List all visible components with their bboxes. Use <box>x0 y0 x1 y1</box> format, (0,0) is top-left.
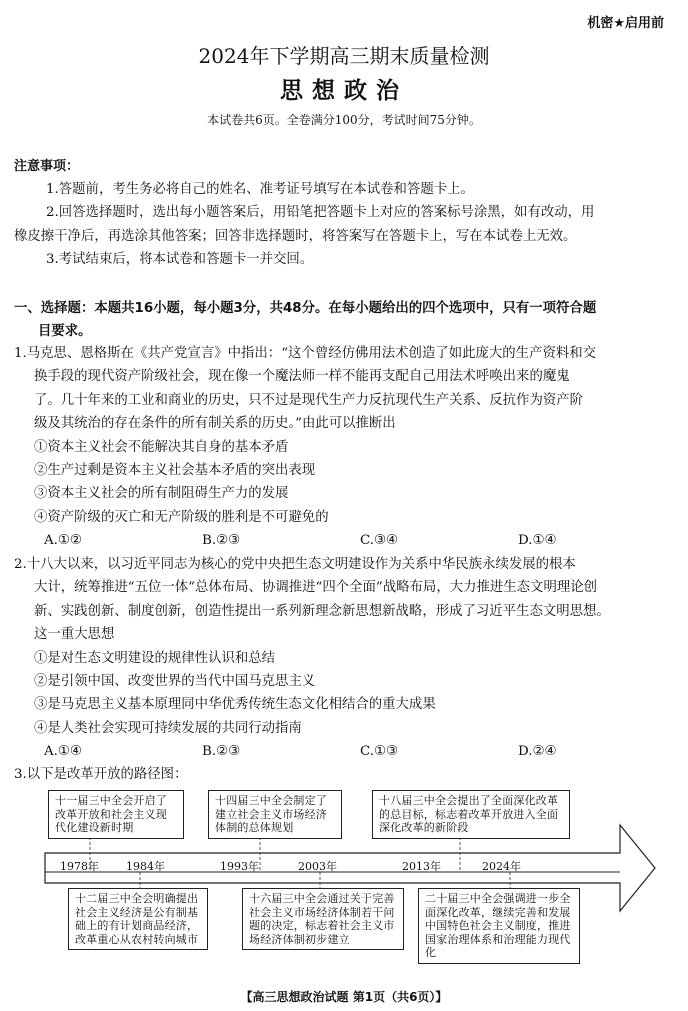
section-line: 目要求。 <box>38 324 92 339</box>
event-box-1984: 十二届三中全会明确提出社会主义经济是公有制基础上的有计划商品经济，改革重心从农村转向城市 <box>68 888 208 950</box>
question-option: ④是人类社会实现可持续发展的共同行动指南 <box>34 720 302 736</box>
question-option: ③资本主义社会的所有制阻碍生产力的发展 <box>34 486 289 502</box>
choice-c: C.①③ <box>360 744 399 760</box>
question-stem: 级及其统治的存在条件的所有制关系的历史。”由此可以推断出 <box>34 416 396 432</box>
question-stem: 2.十八大以来，以习近平同志为核心的党中央把生态文明建设作为关系中华民族永续发展的根本 <box>14 557 576 572</box>
event-box-2003: 十六届三中全会通过关于完善社会主义市场经济体制若干问题的决定，标志着社会主义市场经济体制初步建立 <box>242 888 404 950</box>
question-stem: 1.马克思、恩格斯在《共产党宣言》中指出：“这个曾经仿佛用法术创造了如此庞大的生产资料和交 <box>14 346 597 361</box>
event-box-2024: 二十届三中全会强调进一步全面深化改革，继续完善和发展中国特色社会主义制度，推进国家治理体系和治理能力现代化 <box>418 888 580 964</box>
question-stem: 3.以下是改革开放的路径图： <box>14 767 188 782</box>
notice-item-cont: 橡皮擦干净后，再选涂其他答案；回答非选择题时，将答案写在答题卡上，写在本试卷上无效。 <box>14 228 577 244</box>
question-option: ③是马克思主义基本原理同中华优秀传统生态文化相结合的重大成果 <box>34 697 436 713</box>
question-stem: 大计，统筹推进“五位一体”总体布局、协调推进“四个全面”战略布局，大力推进生态文明理论创 <box>34 580 598 596</box>
question-option: ④资产阶级的灭亡和无产阶级的胜利是不可避免的 <box>34 509 329 525</box>
question-option: ①资本主义社会不能解决其自身的基本矛盾 <box>34 439 289 455</box>
choice-b: B.②③ <box>202 744 241 760</box>
page-footer: 【高三思想政治试题 第1页（共6页）】 <box>240 990 448 1004</box>
event-box-1978: 十一届三中全会开启了改革开放和社会主义现代化建设新时期 <box>48 790 184 839</box>
question-1 <box>14 342 678 553</box>
question-option: ①是对生态文明建设的规律性认识和总结 <box>34 650 276 666</box>
notice-item: 3.考试结束后，将本试卷和答题卡一并交回。 <box>46 252 314 268</box>
reform-timeline-diagram <box>40 780 660 980</box>
choice-d: D.②④ <box>518 744 557 760</box>
notice-list <box>14 178 678 272</box>
year-label: 1993年 <box>220 860 259 873</box>
choice-c: C.③④ <box>360 533 399 549</box>
exam-title: 2024年下学期高三期末质量检测 <box>198 44 490 68</box>
section-line: 一、选择题：本题共16小题，每小题3分，共48分。在每小题给出的四个选项中，只有一项符合题 <box>14 301 597 316</box>
subject-title: 思想政治 <box>280 78 408 104</box>
notice-heading: 注意事项： <box>14 159 80 174</box>
year-label: 2003年 <box>298 860 337 873</box>
question-option: ②生产过剩是资本主义社会基本矛盾的突出表现 <box>34 463 316 479</box>
answer-choices <box>14 529 678 552</box>
choice-a: A.①④ <box>44 744 82 760</box>
question-stem: 换手段的现代资产阶级社会，现在像一个魔法师一样不能再支配自己用法术呼唤出来的魔鬼 <box>34 369 570 385</box>
year-label: 2013年 <box>402 860 441 873</box>
section-heading <box>14 297 678 343</box>
question-2 <box>14 553 678 764</box>
event-box-2013: 十八届三中全会提出了全面深化改革的总目标，标志着改革开放进入全面深化改革的新阶段 <box>372 790 570 839</box>
question-option: ②是引领中国、改变世界的当代中国马克思主义 <box>34 674 316 690</box>
question-stem: 新、实践创新、制度创新，创造性提出一系列新理念新思想新战略，形成了习近平生态文明思想。 <box>34 603 610 619</box>
choice-b: B.②③ <box>202 533 241 549</box>
confidential-label: 机密★启用前 <box>587 16 664 31</box>
year-label: 1978年 <box>60 860 99 873</box>
choice-d: D.①④ <box>518 533 557 549</box>
notice-item: 1.答题前，考生务必将自己的姓名、准考证号填写在本试卷和答题卡上。 <box>46 182 474 197</box>
notice-item: 2.回答选择题时，选出每小题答案后，用铅笔把答题卡上对应的答案标号涂黑，如有改动，用 <box>46 205 595 221</box>
answer-choices <box>14 740 678 763</box>
question-stem: 这一重大思想 <box>34 627 115 643</box>
choice-a: A.①② <box>44 533 82 549</box>
event-box-1993: 十四届三中全会制定了建立社会主义市场经济体制的总体规划 <box>208 790 342 839</box>
exam-info: 本试卷共6页。全卷满分100分，考试时间75分钟。 <box>207 113 481 127</box>
question-stem: 了。几十年来的工业和商业的历史，只不过是现代生产力反抗现代生产关系、反抗作为资产阶 <box>34 392 584 408</box>
year-label: 2024年 <box>482 860 521 873</box>
year-label: 1984年 <box>126 860 165 873</box>
